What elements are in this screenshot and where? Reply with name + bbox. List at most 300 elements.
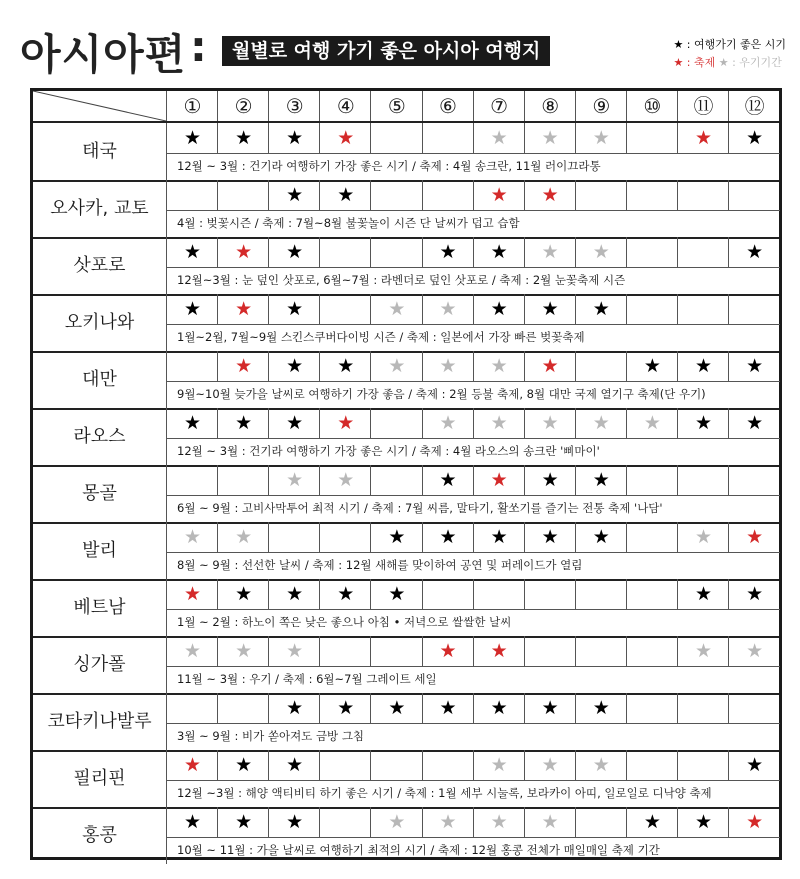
star-icon: ★ — [183, 754, 202, 776]
month-cell-2 — [217, 579, 269, 610]
star-icon: ★ — [746, 127, 764, 149]
legend-festival: ★ : 축제 — [673, 56, 716, 69]
month-cell-11 — [677, 237, 729, 268]
month-cell-7 — [473, 807, 525, 838]
star-icon: ★ — [746, 640, 764, 662]
month-cell-6 — [422, 465, 474, 496]
month-cell-10 — [626, 693, 678, 724]
country-note: 11월 ~ 3월 : 우기 / 축제 : 6월~7월 그레이트 세일 — [177, 672, 437, 686]
star-icon: ★ — [592, 526, 610, 548]
month-cell-2 — [217, 522, 269, 553]
star-icon: ★ — [541, 241, 559, 263]
month-cell-10 — [626, 123, 678, 154]
travel-calendar-table — [30, 88, 782, 860]
month-cell-6 — [422, 408, 474, 439]
star-icon: ★ — [183, 640, 202, 662]
country-name: 코타키나발루 — [33, 693, 167, 750]
month-cell-2 — [217, 636, 269, 667]
star-icon: ★ — [643, 355, 661, 377]
month-header-2: ② — [217, 91, 269, 121]
month-cell-4 — [319, 408, 371, 439]
month-cell-6 — [422, 807, 474, 838]
month-cell-9 — [575, 465, 627, 496]
title-colon: : — [190, 22, 207, 71]
month-header-6: ⑥ — [422, 91, 474, 121]
country-name: 삿포로 — [33, 237, 167, 294]
month-cell-10 — [626, 294, 678, 325]
star-icon: ★ — [490, 241, 508, 263]
star-icon: ★ — [235, 298, 253, 320]
country-row — [33, 294, 779, 353]
star-icon: ★ — [746, 526, 764, 548]
star-icon: ★ — [694, 811, 713, 833]
month-cell-4 — [319, 750, 371, 781]
month-cell-3 — [268, 180, 320, 211]
month-cell-9 — [575, 693, 627, 724]
star-icon: ★ — [439, 469, 457, 491]
country-name: 태국 — [33, 123, 167, 180]
month-cell-6 — [422, 294, 474, 325]
month-cell-6 — [422, 351, 474, 382]
star-icon: ★ — [490, 127, 508, 149]
month-header-4: ④ — [319, 91, 371, 121]
month-cell-2 — [217, 750, 269, 781]
month-cell-12 — [728, 636, 780, 667]
star-icon: ★ — [643, 412, 661, 434]
star-icon: ★ — [235, 241, 253, 263]
country-note: 12월 ~ 3월 : 건기라 여행하기 가장 좋은 시기 / 축제 : 4월 라오스의 송크란 '삐마이' — [177, 444, 600, 458]
month-cell-2 — [217, 237, 269, 268]
star-icon: ★ — [286, 811, 304, 833]
month-cell-8 — [524, 807, 576, 838]
star-icon: ★ — [183, 526, 202, 548]
month-cell-5 — [370, 123, 422, 154]
star-icon: ★ — [592, 697, 610, 719]
star-icon: ★ — [183, 298, 202, 320]
star-icon: ★ — [490, 298, 508, 320]
month-cell-7 — [473, 750, 525, 781]
country-note: 4월 : 벚꽃시즌 / 축제 : 7월~8월 불꽃놀이 시즌 단 날씨가 덥고 습함 — [177, 216, 520, 230]
month-cell-4 — [319, 237, 371, 268]
month-cell-4 — [319, 579, 371, 610]
country-row — [33, 807, 779, 864]
month-header-row — [33, 91, 779, 123]
star-icon: ★ — [286, 127, 304, 149]
month-cell-5 — [370, 636, 422, 667]
star-icon: ★ — [490, 469, 508, 491]
month-header-12: ⑫ — [728, 91, 780, 121]
month-cell-12 — [728, 237, 780, 268]
star-icon: ★ — [235, 355, 253, 377]
star-icon: ★ — [746, 583, 764, 605]
month-cell-12 — [728, 294, 780, 325]
country-row — [33, 408, 779, 467]
month-cell-8 — [524, 237, 576, 268]
country-name: 싱가폴 — [33, 636, 167, 693]
star-icon: ★ — [337, 697, 355, 719]
month-cell-11 — [677, 807, 729, 838]
star-icon: ★ — [388, 811, 406, 833]
star-icon: ★ — [541, 127, 559, 149]
star-icon: ★ — [694, 355, 713, 377]
star-icon: ★ — [541, 355, 559, 377]
star-icon: ★ — [286, 184, 304, 206]
month-cell-3 — [268, 693, 320, 724]
country-row — [33, 351, 779, 410]
star-icon: ★ — [235, 127, 253, 149]
country-name: 몽골 — [33, 465, 167, 522]
country-name: 오키나와 — [33, 294, 167, 351]
month-cell-7 — [473, 123, 525, 154]
country-name: 오사카, 교토 — [33, 180, 167, 237]
month-cell-2 — [217, 465, 269, 496]
month-cell-6 — [422, 237, 474, 268]
month-cell-9 — [575, 123, 627, 154]
country-row — [33, 237, 779, 296]
month-header-3: ③ — [268, 91, 320, 121]
month-cell-4 — [319, 693, 371, 724]
star-icon: ★ — [490, 355, 508, 377]
star-icon: ★ — [337, 469, 355, 491]
country-note: 3월 ~ 9월 : 비가 쏟아져도 금방 그침 — [177, 729, 365, 743]
month-cell-9 — [575, 237, 627, 268]
month-cell-6 — [422, 750, 474, 781]
country-note: 6월 ~ 9월 : 고비사막투어 최적 시기 / 축제 : 7월 씨름, 말타기, 활쏘기를 즐기는 전통 축제 '나담' — [177, 501, 663, 515]
month-cell-7 — [473, 294, 525, 325]
month-cell-5 — [370, 693, 422, 724]
country-note: 12월 ~ 3월 : 건기라 여행하기 가장 좋은 시기 / 축제 : 4월 송크란, 11월 러이끄라통 — [177, 159, 601, 173]
month-cell-5 — [370, 351, 422, 382]
month-cell-11 — [677, 750, 729, 781]
star-icon: ★ — [183, 127, 202, 149]
month-cell-5 — [370, 465, 422, 496]
month-cell-3 — [268, 465, 320, 496]
star-icon: ★ — [541, 412, 559, 434]
country-row — [33, 636, 779, 695]
month-cell-9 — [575, 636, 627, 667]
star-icon: ★ — [592, 754, 610, 776]
star-icon: ★ — [541, 811, 559, 833]
star-icon: ★ — [337, 355, 355, 377]
page-title: 아시아편 — [20, 30, 187, 79]
star-icon: ★ — [541, 184, 559, 206]
star-icon: ★ — [286, 241, 304, 263]
month-cell-10 — [626, 579, 678, 610]
star-icon: ★ — [183, 412, 202, 434]
month-cell-2 — [217, 123, 269, 154]
month-cell-12 — [728, 693, 780, 724]
month-cell-2 — [217, 294, 269, 325]
star-icon: ★ — [183, 583, 202, 605]
star-icon: ★ — [286, 412, 304, 434]
star-icon: ★ — [439, 811, 457, 833]
month-cell-8 — [524, 408, 576, 439]
star-icon: ★ — [388, 298, 406, 320]
header-diagonal-line — [33, 91, 166, 121]
star-icon: ★ — [337, 184, 355, 206]
month-header-8: ⑧ — [524, 91, 576, 121]
star-icon: ★ — [286, 298, 304, 320]
month-cell-1 — [166, 123, 218, 154]
month-cell-9 — [575, 522, 627, 553]
star-icon: ★ — [541, 298, 559, 320]
month-cell-9 — [575, 294, 627, 325]
month-cell-7 — [473, 351, 525, 382]
month-cell-12 — [728, 579, 780, 610]
month-cell-1 — [166, 351, 218, 382]
month-cell-5 — [370, 408, 422, 439]
star-icon: ★ — [746, 355, 764, 377]
month-cell-4 — [319, 465, 371, 496]
month-cell-10 — [626, 750, 678, 781]
month-cell-6 — [422, 693, 474, 724]
star-icon: ★ — [388, 583, 406, 605]
month-cell-3 — [268, 123, 320, 154]
star-icon: ★ — [541, 697, 559, 719]
country-note: 1월~2월, 7월~9월 스킨스쿠버다이빙 시즌 / 축제 : 일본에서 가장 빠른 벚꽃축제 — [177, 330, 585, 344]
month-cell-11 — [677, 636, 729, 667]
month-cell-6 — [422, 522, 474, 553]
month-cell-10 — [626, 351, 678, 382]
month-cell-3 — [268, 408, 320, 439]
country-note: 12월~3월 : 눈 덮인 삿포로, 6월~7월 : 라벤더로 덮인 삿포로 / 축제 : 2월 눈꽃축제 시즌 — [177, 273, 626, 287]
month-header-11: ⑪ — [677, 91, 729, 121]
star-icon: ★ — [439, 298, 457, 320]
star-icon: ★ — [388, 697, 406, 719]
page-subtitle: 월별로 여행 가기 좋은 아시아 여행지 — [222, 36, 550, 66]
star-icon: ★ — [694, 583, 713, 605]
star-icon: ★ — [643, 811, 661, 833]
month-cell-3 — [268, 579, 320, 610]
month-cell-4 — [319, 351, 371, 382]
star-icon: ★ — [490, 184, 508, 206]
month-cell-10 — [626, 408, 678, 439]
month-cell-1 — [166, 522, 218, 553]
month-cell-8 — [524, 693, 576, 724]
month-cell-3 — [268, 807, 320, 838]
star-icon: ★ — [490, 697, 508, 719]
month-cell-4 — [319, 123, 371, 154]
month-header-10: ⑩ — [626, 91, 678, 121]
star-icon: ★ — [541, 526, 559, 548]
month-cell-12 — [728, 408, 780, 439]
month-cell-7 — [473, 522, 525, 553]
country-note: 10월 ~ 11월 : 가을 날씨로 여행하기 최적의 시기 / 축제 : 12월 홍콩 전체가 매일매일 축제 기간 — [177, 843, 660, 857]
month-cell-10 — [626, 180, 678, 211]
star-icon: ★ — [235, 583, 253, 605]
month-cell-8 — [524, 636, 576, 667]
month-cell-2 — [217, 693, 269, 724]
star-icon: ★ — [592, 127, 610, 149]
month-cell-2 — [217, 180, 269, 211]
month-cell-9 — [575, 750, 627, 781]
star-icon: ★ — [337, 127, 355, 149]
month-header-5: ⑤ — [370, 91, 422, 121]
month-cell-8 — [524, 180, 576, 211]
star-icon: ★ — [746, 754, 764, 776]
month-cell-11 — [677, 408, 729, 439]
star-icon: ★ — [439, 697, 457, 719]
star-icon: ★ — [183, 241, 202, 263]
month-cell-9 — [575, 180, 627, 211]
month-cell-4 — [319, 294, 371, 325]
month-cell-4 — [319, 807, 371, 838]
month-cell-7 — [473, 579, 525, 610]
month-cell-12 — [728, 180, 780, 211]
star-icon: ★ — [286, 583, 304, 605]
star-icon: ★ — [439, 355, 457, 377]
star-icon: ★ — [694, 640, 713, 662]
star-icon: ★ — [235, 811, 253, 833]
star-icon: ★ — [746, 811, 764, 833]
month-cell-5 — [370, 807, 422, 838]
month-cell-1 — [166, 180, 218, 211]
star-icon: ★ — [694, 412, 713, 434]
month-cell-3 — [268, 351, 320, 382]
star-icon: ★ — [286, 640, 304, 662]
month-cell-7 — [473, 408, 525, 439]
page-header — [0, 0, 800, 88]
month-cell-2 — [217, 351, 269, 382]
country-row — [33, 465, 779, 524]
month-cell-10 — [626, 636, 678, 667]
month-cell-8 — [524, 750, 576, 781]
month-cell-1 — [166, 237, 218, 268]
star-icon: ★ — [592, 469, 610, 491]
month-cell-11 — [677, 522, 729, 553]
month-cell-11 — [677, 294, 729, 325]
star-icon: ★ — [490, 526, 508, 548]
star-icon: ★ — [592, 241, 610, 263]
month-cell-11 — [677, 465, 729, 496]
country-name: 홍콩 — [33, 807, 167, 864]
month-cell-3 — [268, 636, 320, 667]
star-icon: ★ — [235, 412, 253, 434]
month-cell-7 — [473, 636, 525, 667]
star-icon: ★ — [337, 412, 355, 434]
month-cell-5 — [370, 294, 422, 325]
month-cell-7 — [473, 237, 525, 268]
star-icon: ★ — [235, 526, 253, 548]
star-icon: ★ — [592, 412, 610, 434]
country-row — [33, 579, 779, 638]
month-cell-11 — [677, 693, 729, 724]
legend-good-season: ★ : 여행가기 좋은 시기 — [673, 38, 786, 51]
country-note: 9월~10월 늦가을 날씨로 여행하기 가장 좋음 / 축제 : 2월 등불 축제, 8월 대만 국제 열기구 축제(단 우기) — [177, 387, 706, 401]
month-cell-1 — [166, 294, 218, 325]
month-cell-6 — [422, 180, 474, 211]
month-cell-6 — [422, 636, 474, 667]
star-icon: ★ — [286, 469, 304, 491]
month-cell-5 — [370, 180, 422, 211]
country-row — [33, 522, 779, 581]
month-cell-9 — [575, 408, 627, 439]
month-cell-6 — [422, 123, 474, 154]
star-icon: ★ — [541, 754, 559, 776]
month-cell-3 — [268, 750, 320, 781]
month-header-7: ⑦ — [473, 91, 525, 121]
star-icon: ★ — [439, 640, 457, 662]
month-cell-8 — [524, 579, 576, 610]
month-cell-8 — [524, 465, 576, 496]
country-note: 8월 ~ 9월 : 선선한 날씨 / 축제 : 12월 새해를 맞이하여 공연 및 퍼레이드가 열림 — [177, 558, 583, 572]
month-cell-8 — [524, 522, 576, 553]
month-cell-5 — [370, 579, 422, 610]
country-row — [33, 693, 779, 752]
month-cell-4 — [319, 180, 371, 211]
star-icon: ★ — [337, 583, 355, 605]
month-cell-10 — [626, 237, 678, 268]
month-header-1: ① — [166, 91, 218, 121]
month-cell-1 — [166, 579, 218, 610]
month-cell-5 — [370, 522, 422, 553]
star-icon: ★ — [746, 241, 764, 263]
star-icon: ★ — [235, 754, 253, 776]
month-cell-12 — [728, 123, 780, 154]
month-cell-12 — [728, 522, 780, 553]
month-cell-10 — [626, 807, 678, 838]
month-cell-7 — [473, 180, 525, 211]
country-row — [33, 180, 779, 239]
country-row — [33, 123, 779, 182]
star-icon: ★ — [439, 241, 457, 263]
month-cell-5 — [370, 750, 422, 781]
star-icon: ★ — [388, 526, 406, 548]
month-cell-1 — [166, 750, 218, 781]
legend — [673, 36, 786, 72]
country-name: 대만 — [33, 351, 167, 408]
star-icon: ★ — [490, 640, 508, 662]
month-cell-11 — [677, 123, 729, 154]
month-cell-11 — [677, 180, 729, 211]
month-cell-10 — [626, 465, 678, 496]
star-icon: ★ — [235, 640, 253, 662]
month-cell-8 — [524, 294, 576, 325]
star-icon: ★ — [439, 526, 457, 548]
month-cell-9 — [575, 579, 627, 610]
month-cell-1 — [166, 465, 218, 496]
month-cell-10 — [626, 522, 678, 553]
month-cell-8 — [524, 351, 576, 382]
month-cell-7 — [473, 693, 525, 724]
country-name: 발리 — [33, 522, 167, 579]
month-cell-1 — [166, 408, 218, 439]
month-cell-11 — [677, 579, 729, 610]
month-cell-3 — [268, 237, 320, 268]
month-cell-6 — [422, 579, 474, 610]
month-cell-12 — [728, 750, 780, 781]
star-icon: ★ — [286, 355, 304, 377]
month-cell-12 — [728, 351, 780, 382]
country-name: 라오스 — [33, 408, 167, 465]
month-cell-1 — [166, 807, 218, 838]
country-row — [33, 750, 779, 809]
month-cell-3 — [268, 522, 320, 553]
month-cell-2 — [217, 408, 269, 439]
month-cell-2 — [217, 807, 269, 838]
country-name: 필리핀 — [33, 750, 167, 807]
month-cell-4 — [319, 522, 371, 553]
month-cell-1 — [166, 636, 218, 667]
month-cell-12 — [728, 807, 780, 838]
star-icon: ★ — [439, 412, 457, 434]
country-note: 1월 ~ 2월 : 하노이 쪽은 낮은 좋으나 아침 • 저녁으로 쌀쌀한 날씨 — [177, 615, 512, 629]
star-icon: ★ — [183, 811, 202, 833]
month-header-9: ⑨ — [575, 91, 627, 121]
star-icon: ★ — [490, 754, 508, 776]
star-icon: ★ — [694, 127, 713, 149]
star-icon: ★ — [286, 754, 304, 776]
